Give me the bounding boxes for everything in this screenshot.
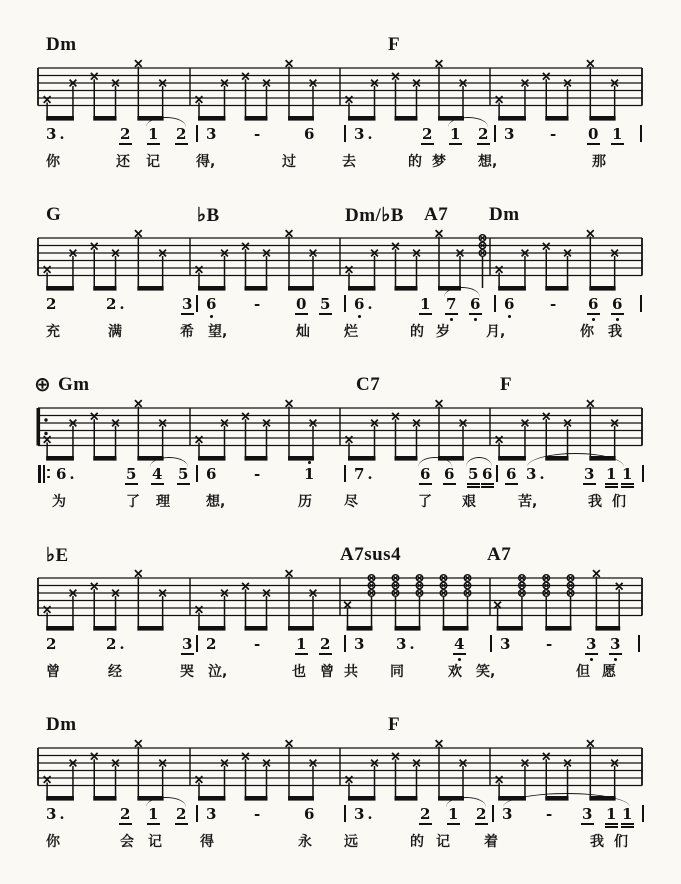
jianpu-number: 2 [422,125,436,143]
jianpu-underline [181,313,194,315]
jianpu-number: 2 [120,125,134,143]
jianpu-barline [640,125,642,142]
jianpu-number: 6 [420,465,434,483]
jianpu-number: 3. [354,805,376,823]
jianpu-number: 6 [206,465,220,483]
jianpu-underline [621,823,634,825]
octave-dot-above [308,461,311,464]
jianpu-number: 3 [206,125,220,143]
jianpu-barline [196,805,198,822]
jianpu-number: - [254,125,264,143]
lyric-character: 历 [298,494,312,510]
lyric-character: 同 [390,664,404,680]
chord-label: ♭E [46,545,69,566]
jianpu-underline [605,486,618,488]
system-3 [0,374,681,544]
jianpu-number: 3 [182,295,196,313]
jianpu-number: - [546,635,556,653]
chord-label: Dm/♭B [345,205,404,226]
jianpu-number: 6 [504,295,518,313]
jianpu-number: 2 [176,125,190,143]
jianpu-barline [344,125,346,142]
jianpu-barline [196,295,198,312]
jianpu-underline [177,483,190,485]
jianpu-number: 6. [354,295,376,313]
jianpu-number: 1 [450,125,464,143]
lyric-character: 还 [116,154,130,170]
jianpu-number: 1 [420,295,434,313]
lyric-character: 那 [592,154,606,170]
chord-label: Dm [46,34,77,55]
staff-system-svg [0,568,681,634]
jianpu-number: 2 [420,805,434,823]
jianpu-underline [445,313,458,315]
system-4 [0,544,681,714]
jianpu-underline [505,483,518,485]
jianpu-number: 3 [610,635,624,653]
lyric-character: 我 [590,834,604,850]
jianpu-number: 1 [606,465,620,483]
jianpu-barline [490,635,492,652]
jianpu-underline [481,483,494,485]
lyric-character: 曾 [46,664,60,680]
octave-dot-below [450,318,453,321]
jianpu-number: 6 [506,465,520,483]
lyric-character: 望, [208,324,228,340]
lyric-character: 记 [146,154,160,170]
jianpu-barline [492,805,494,822]
jianpu-underline [449,143,462,145]
lyric-character: 尽 [344,494,358,510]
jianpu-underline [609,653,622,655]
jianpu-number: 3 [206,805,220,823]
jianpu-underline [621,486,634,488]
jianpu-number: 1 [148,805,162,823]
lyric-character: 远 [344,834,358,850]
jianpu-number: 6 [304,805,318,823]
lyric-character: 的 [410,324,424,340]
jianpu-underline [475,823,488,825]
jianpu-barline [344,805,346,822]
jianpu-barline [496,465,498,482]
jianpu-number: 3. [46,805,68,823]
system-5 [0,714,681,884]
jianpu-number: - [254,465,264,483]
chord-label: Dm [489,204,520,225]
jianpu-number: 1 [606,805,620,823]
staff-system-svg [0,228,681,294]
octave-dot-below [210,315,213,318]
lyric-character: 我 [588,494,602,510]
jianpu-underline [447,823,460,825]
system-1 [0,34,681,204]
chord-label: Dm [46,714,77,735]
jianpu-number: 2 [478,125,492,143]
lyric-character: 我 [608,324,622,340]
system-2 [0,204,681,374]
jianpu-number: 1 [622,805,636,823]
jianpu-number: 3 [182,635,196,653]
chord-label: ♭B [197,205,220,226]
lyric-character: 充 [46,324,60,340]
lyric-character: 着 [484,834,498,850]
jianpu-barline [344,295,346,312]
jianpu-underline [467,486,480,488]
jianpu-number: 1 [304,465,318,483]
jianpu-repeat-sign [38,465,50,483]
jianpu-barline [196,125,198,142]
jianpu-number: 2 [320,635,334,653]
jianpu-underline [295,653,308,655]
jianpu-underline [583,483,596,485]
jianpu-underline [419,313,432,315]
jianpu-barline [196,465,198,482]
jianpu-number: 6 [612,295,626,313]
lyric-character: 记 [436,834,450,850]
jianpu-number: - [546,805,556,823]
jianpu-underline [611,313,624,315]
jianpu-number: 6. [56,465,78,483]
jianpu-underline [125,483,138,485]
jianpu-number: 3. [354,125,376,143]
lyric-character: 共 [344,664,358,680]
lyric-character: 欢 [448,664,462,680]
lyric-character: 去 [342,154,356,170]
lyric-character: 会 [120,834,134,850]
jianpu-barline [494,295,496,312]
jianpu-underline [467,483,480,485]
octave-dot-below [508,315,511,318]
jianpu-underline [295,313,308,315]
jianpu-number: 5 [320,295,334,313]
jianpu-underline [319,653,332,655]
jianpu-underline [421,143,434,145]
lyric-character: 曾 [320,664,334,680]
jianpu-underline [621,826,634,828]
lyric-character: 记 [148,834,162,850]
lyric-character: 你 [580,324,594,340]
lyric-character: 永 [298,834,312,850]
jianpu-number: 2. [106,635,128,653]
jianpu-underline [605,823,618,825]
jianpu-number: 3 [504,125,518,143]
jianpu-number: 2. [106,295,128,313]
jianpu-number: 6 [482,465,496,483]
jianpu-underline [585,653,598,655]
jianpu-underline [481,486,494,488]
jianpu-underline [175,143,188,145]
lyric-character: 灿 [296,324,310,340]
jianpu-number: - [254,295,264,313]
jianpu-number: 7 [446,295,460,313]
jianpu-underline [319,313,332,315]
lyric-character: 月, [486,324,506,340]
lyric-character: 苦, [518,494,538,510]
jianpu-number: 0 [296,295,310,313]
lyric-character: 想, [206,494,226,510]
jianpu-barline [638,635,640,652]
lyric-character: 哭 [180,664,194,680]
jianpu-barline [642,465,644,482]
jianpu-number: 3 [582,805,596,823]
chord-label: F [500,374,513,395]
jianpu-number: 3 [586,635,600,653]
lyric-character: 烂 [344,324,358,340]
octave-dot-below [474,318,477,321]
jianpu-number: 6 [588,295,602,313]
lyric-character: 希 [180,324,194,340]
lyric-character: 得 [200,834,214,850]
jianpu-number: 2 [476,805,490,823]
jianpu-barline [344,635,346,652]
jianpu-barline [640,295,642,312]
jianpu-number: 3. [46,125,68,143]
chord-label: Gm [58,374,90,395]
jianpu-number: 3. [396,635,418,653]
jianpu-underline [581,823,594,825]
jianpu-underline [175,823,188,825]
jianpu-number: 2 [46,295,60,313]
jianpu-underline [453,653,466,655]
jianpu-number: 6 [304,125,318,143]
jianpu-number: 1 [296,635,310,653]
lyric-character: 笑, [476,664,496,680]
jianpu-number: 1 [148,125,162,143]
jianpu-barline [642,805,644,822]
coda-icon: ⊕ [34,372,51,396]
lyric-character: 为 [52,494,66,510]
chord-label: C7 [356,374,381,395]
jianpu-underline [181,653,194,655]
jianpu-underline [477,143,490,145]
jianpu-number: - [550,125,560,143]
jianpu-number: 5 [468,465,482,483]
lyric-character: 想, [478,154,498,170]
jianpu-number: 3 [502,805,516,823]
jianpu-underline [587,313,600,315]
jianpu-number: 1 [448,805,462,823]
lyric-character: 得, [196,154,216,170]
jianpu-number: - [254,635,264,653]
jianpu-underline [147,823,160,825]
jianpu-number: 2 [206,635,220,653]
jianpu-number: 5 [178,465,192,483]
octave-dot-below [592,318,595,321]
jianpu-barline [344,465,346,482]
jianpu-underline [469,313,482,315]
lyric-character: 过 [282,154,296,170]
jianpu-underline [611,143,624,145]
jianpu-underline [119,143,132,145]
jianpu-number: 3 [354,635,368,653]
chord-label: G [46,204,62,225]
lyric-character: 理 [156,494,170,510]
jianpu-number: 1 [622,465,636,483]
jianpu-number: 6 [206,295,220,313]
jianpu-underline [147,143,160,145]
lyric-character: 但 [576,664,590,680]
lyric-character: 也 [292,664,306,680]
jianpu-number: 3. [526,465,548,483]
lyric-character: 了 [418,494,432,510]
lyric-character: 的 [408,154,422,170]
jianpu-underline [587,143,600,145]
lyric-character: 岁 [436,324,450,340]
jianpu-number: - [254,805,264,823]
jianpu-number: 4 [454,635,468,653]
lyric-character: 们 [614,834,628,850]
jianpu-barline [494,125,496,142]
jianpu-underline [419,823,432,825]
lyric-character: 的 [410,834,424,850]
lyric-character: 你 [46,154,60,170]
lyric-character: 了 [126,494,140,510]
lyric-character: 艰 [462,494,476,510]
jianpu-number: 5 [126,465,140,483]
octave-dot-below [614,658,617,661]
chord-label: F [388,714,401,735]
jianpu-number: 6 [470,295,484,313]
jianpu-number: 2 [120,805,134,823]
octave-dot-below [358,315,361,318]
chord-label: A7 [424,204,449,225]
octave-dot-below [616,318,619,321]
jianpu-number: 3 [500,635,514,653]
lyric-character: 愿 [602,664,616,680]
staff-system-svg [0,58,681,124]
chord-label: A7sus4 [340,544,402,565]
jianpu-number: 7. [354,465,376,483]
jianpu-underline [443,483,456,485]
lyric-character: 泣, [208,664,228,680]
jianpu-number: 2 [46,635,60,653]
lyric-character: 满 [108,324,122,340]
jianpu-number: 4 [152,465,166,483]
jianpu-number: - [550,295,560,313]
jianpu-underline [151,483,164,485]
jianpu-number: 0 [588,125,602,143]
jianpu-number: 3 [584,465,598,483]
octave-dot-below [590,658,593,661]
jianpu-underline [119,823,132,825]
jianpu-number: 6 [444,465,458,483]
lyric-character: 你 [46,834,60,850]
jianpu-underline [605,483,618,485]
jianpu-number: 2 [176,805,190,823]
jianpu-underline [419,483,432,485]
lyric-character: 经 [108,664,122,680]
lyric-character: 们 [612,494,626,510]
chord-label: A7 [487,544,512,565]
chord-label: F [388,34,401,55]
jianpu-barline [196,635,198,652]
jianpu-number: 1 [612,125,626,143]
lyric-character: 梦 [432,154,446,170]
jianpu-underline [605,826,618,828]
jianpu-underline [621,483,634,485]
octave-dot-below [458,658,461,661]
